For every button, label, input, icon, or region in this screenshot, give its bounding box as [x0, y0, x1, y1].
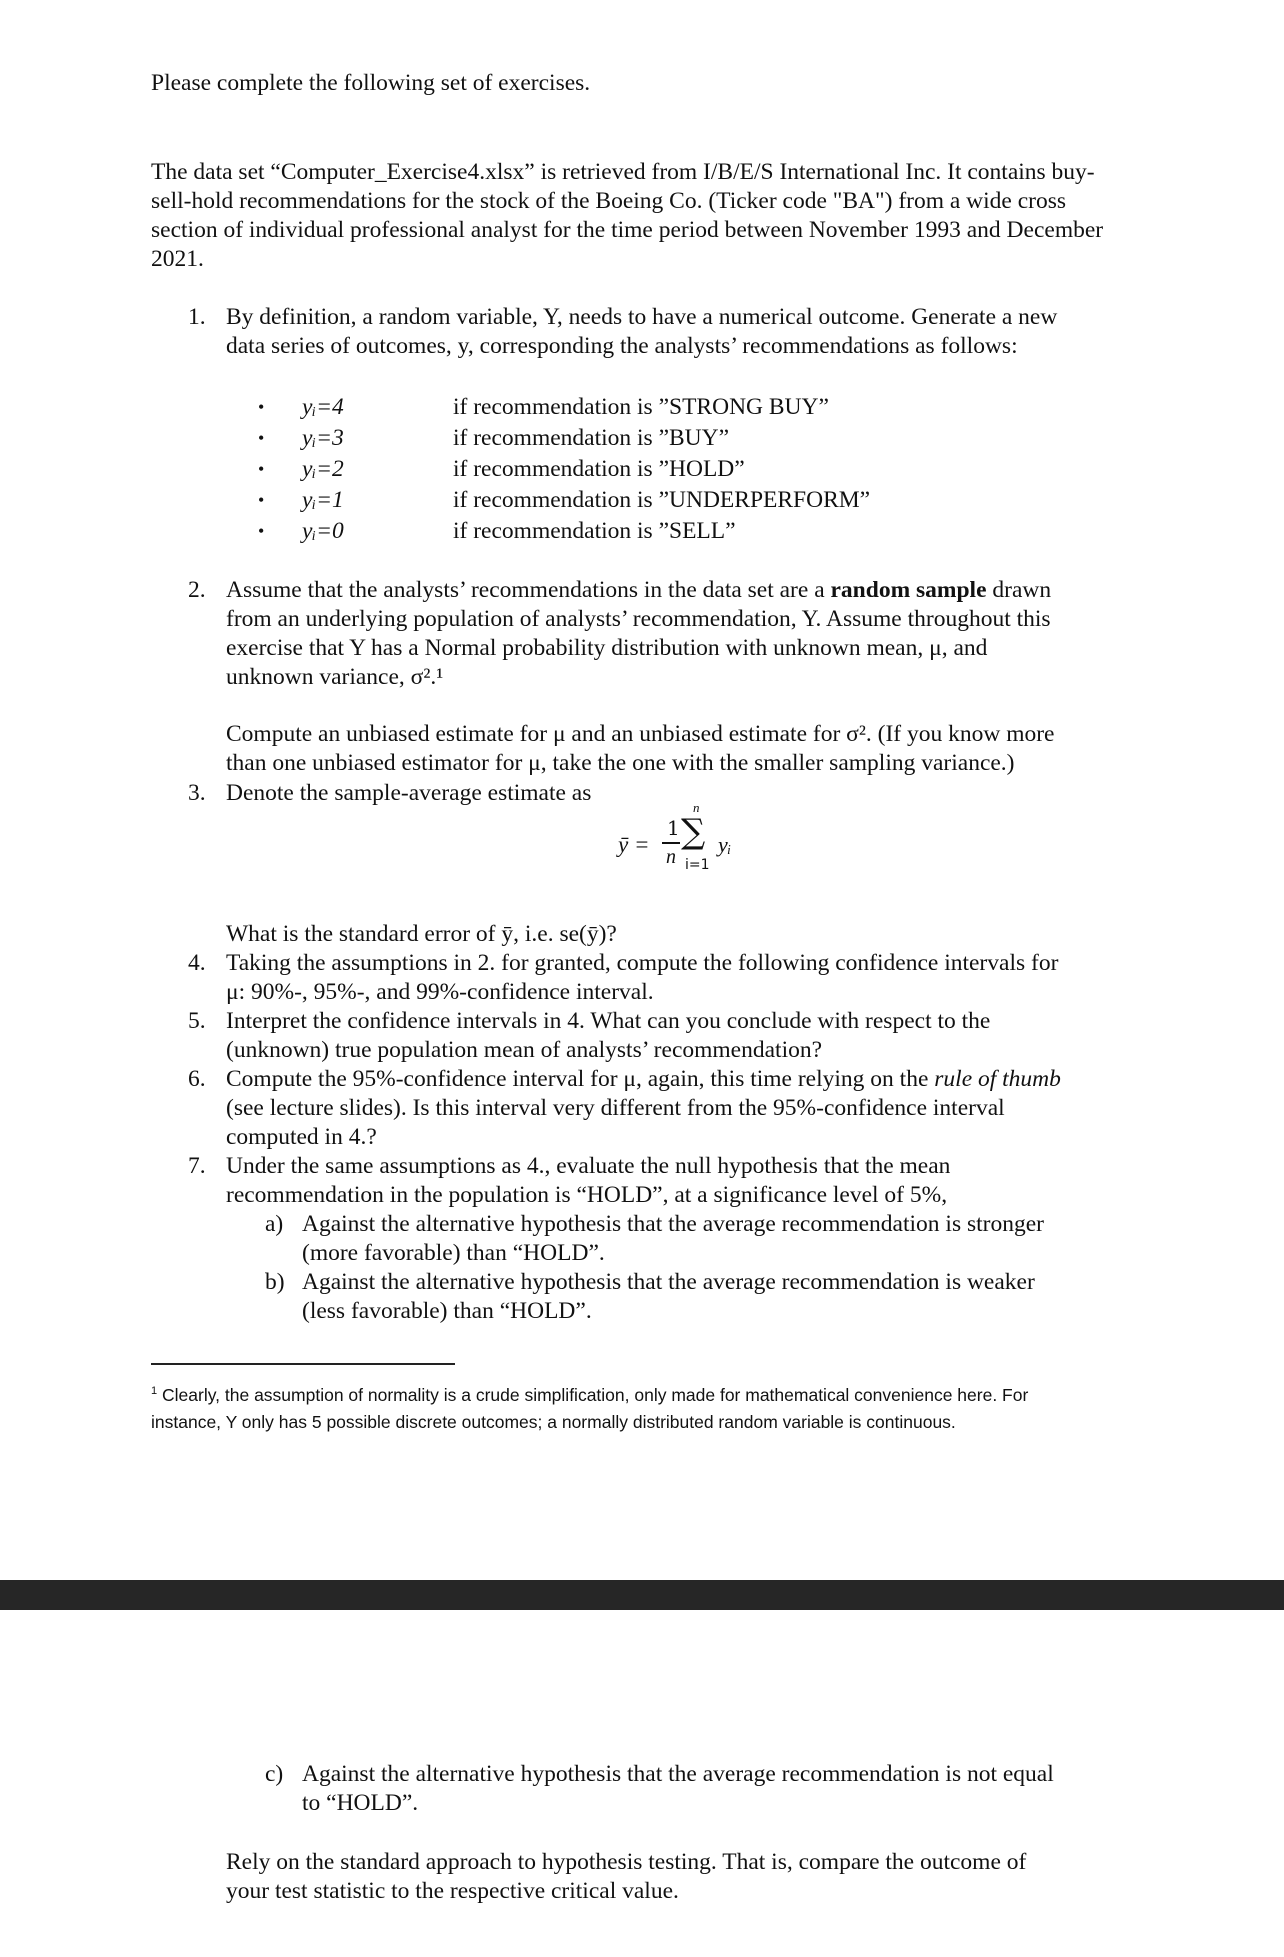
- q2-line3: exercise that Y has a Normal probability distribution with unknown mean, μ, and: [226, 635, 988, 661]
- footnote: [151, 1378, 1141, 1436]
- q6-line3: computed in 4.?: [226, 1124, 377, 1150]
- q5-number: 5.: [188, 1008, 206, 1034]
- q1-number: 1.: [188, 304, 206, 330]
- mapping-desc: if recommendation is ”BUY”: [453, 425, 730, 451]
- formula-term: yᵢ: [718, 832, 732, 857]
- footnote-line2: instance, Y only has 5 possible discrete outcomes; a normally distributed random variable is continuous.: [151, 1411, 956, 1432]
- q3-number: 3.: [188, 780, 206, 806]
- q2-line1-text: Assume that the analysts’ recommendations in the data set are a: [226, 577, 831, 603]
- page-header: Please complete the following set of exercises.: [151, 70, 591, 96]
- q6-line1: [226, 1065, 1061, 1094]
- sum-lower-limit: i=1: [685, 857, 710, 873]
- q2-line1-end: drawn: [986, 577, 1052, 603]
- q3-line2: What is the standard error of ȳ, i.e. se(ȳ)?: [226, 921, 617, 947]
- q7b-line1: Against the alternative hypothesis that the average recommendation is weaker: [302, 1269, 1035, 1295]
- list-item-bullet: •: [258, 521, 265, 541]
- q2-number: 2.: [188, 577, 206, 603]
- footnote-separator: [151, 1363, 455, 1365]
- formula-denominator: n: [666, 846, 676, 868]
- formula-lhs: ȳ =: [618, 832, 650, 857]
- q7c-label: c): [265, 1761, 284, 1787]
- footnote-mark: 1: [151, 1385, 158, 1397]
- q2-line2: from an underlying population of analysts’ recommendation, Y. Assume throughout this: [226, 606, 1051, 632]
- intro-paragraph: The data set “Computer_Exercise4.xlsx” is retrieved from I/B/E/S International Inc. It contains buy-sell-hold recommendations for the stock of the Boeing Co. (Ticker code "BA") from a wide cross section of individual professional analyst for the time period between November 1993 and December 2021.: [151, 159, 1104, 272]
- q4-number: 4.: [188, 950, 206, 976]
- q4-line2: μ: 90%-, 95%-, and 99%-confidence interval.: [226, 979, 654, 1005]
- mapping-desc: if recommendation is ”HOLD”: [453, 456, 745, 482]
- list-item-bullet: •: [258, 397, 265, 417]
- mapping-desc: if recommendation is ”STRONG BUY”: [453, 394, 829, 420]
- q6-line2: (see lecture slides). Is this interval very different from the 95%-confidence interval: [226, 1095, 1005, 1121]
- mapping-var: yᵢ=1: [302, 487, 344, 513]
- footnote-line1: [151, 1378, 1141, 1409]
- closing-line2: your test statistic to the respective critical value.: [226, 1878, 679, 1904]
- q7c-line2: to “HOLD”.: [302, 1790, 419, 1816]
- q4-line1: Taking the assumptions in 2. for granted, compute the following confidence intervals for: [226, 950, 1059, 976]
- q7-line2: recommendation in the population is “HOLD”, at a significance level of 5%,: [226, 1182, 948, 1208]
- mapping-desc: if recommendation is ”UNDERPERFORM”: [453, 487, 871, 513]
- list-item-bullet: •: [258, 459, 265, 479]
- q2-emphasis: random sample: [830, 577, 987, 603]
- sample-mean-formula: [612, 800, 752, 895]
- q5-line1: Interpret the confidence intervals in 4. What can you conclude with respect to the: [226, 1008, 991, 1034]
- mapping-var: yᵢ=2: [302, 456, 344, 482]
- q6-number: 6.: [188, 1066, 206, 1092]
- q2-para2-line1: Compute an unbiased estimate for μ and an unbiased estimate for σ². (If you know more: [226, 721, 1055, 747]
- formula-numerator: 1: [667, 816, 680, 840]
- q7b-line2: (less favorable) than “HOLD”.: [302, 1298, 592, 1324]
- q7-line1: Under the same assumptions as 4., evaluate the null hypothesis that the mean: [226, 1153, 951, 1179]
- q5-line2: (unknown) true population mean of analysts’ recommendation?: [226, 1037, 823, 1063]
- footnote-text1: Clearly, the assumption of normality is a crude simplification, only made for mathematical convenience here. For: [162, 1384, 1029, 1405]
- mapping-var: yᵢ=3: [302, 425, 344, 451]
- q7b-label: b): [265, 1269, 285, 1295]
- q1-line1: By definition, a random variable, Y, needs to have a numerical outcome. Generate a new: [226, 304, 1058, 330]
- q6-line1-text: Compute the 95%-confidence interval for μ, again, this time relying on the: [226, 1066, 935, 1092]
- mapping-desc: if recommendation is ”SELL”: [453, 518, 736, 544]
- q7a-label: a): [265, 1211, 284, 1237]
- q6-emphasis: rule of thumb: [934, 1066, 1061, 1092]
- sum-upper-limit: n: [693, 800, 700, 815]
- closing-line1: Rely on the standard approach to hypothesis testing. That is, compare the outcome of: [226, 1849, 1027, 1875]
- q7-number: 7.: [188, 1153, 206, 1179]
- q2-line4: unknown variance, σ².¹: [226, 664, 444, 690]
- q2-para2-line2: than one unbiased estimator for μ, take the one with the smaller sampling variance.): [226, 750, 1015, 776]
- page-break-bar: [0, 1580, 1284, 1610]
- q7a-line1: Against the alternative hypothesis that the average recommendation is stronger: [302, 1211, 1044, 1237]
- mapping-var: yᵢ=4: [302, 394, 344, 420]
- q2-line1: [226, 576, 1051, 605]
- list-item-bullet: •: [258, 490, 265, 510]
- list-item-bullet: •: [258, 428, 265, 448]
- fraction-bar: [662, 842, 680, 844]
- mapping-var: yᵢ=0: [302, 518, 344, 544]
- q7c-line1: Against the alternative hypothesis that the average recommendation is not equal: [302, 1761, 1054, 1787]
- q3-line1: Denote the sample-average estimate as: [226, 780, 592, 806]
- sum-icon: ∑: [681, 812, 706, 852]
- q7a-line2: (more favorable) than “HOLD”.: [302, 1240, 605, 1266]
- q1-line2: data series of outcomes, y, corresponding the analysts’ recommendations as follows:: [226, 333, 1018, 359]
